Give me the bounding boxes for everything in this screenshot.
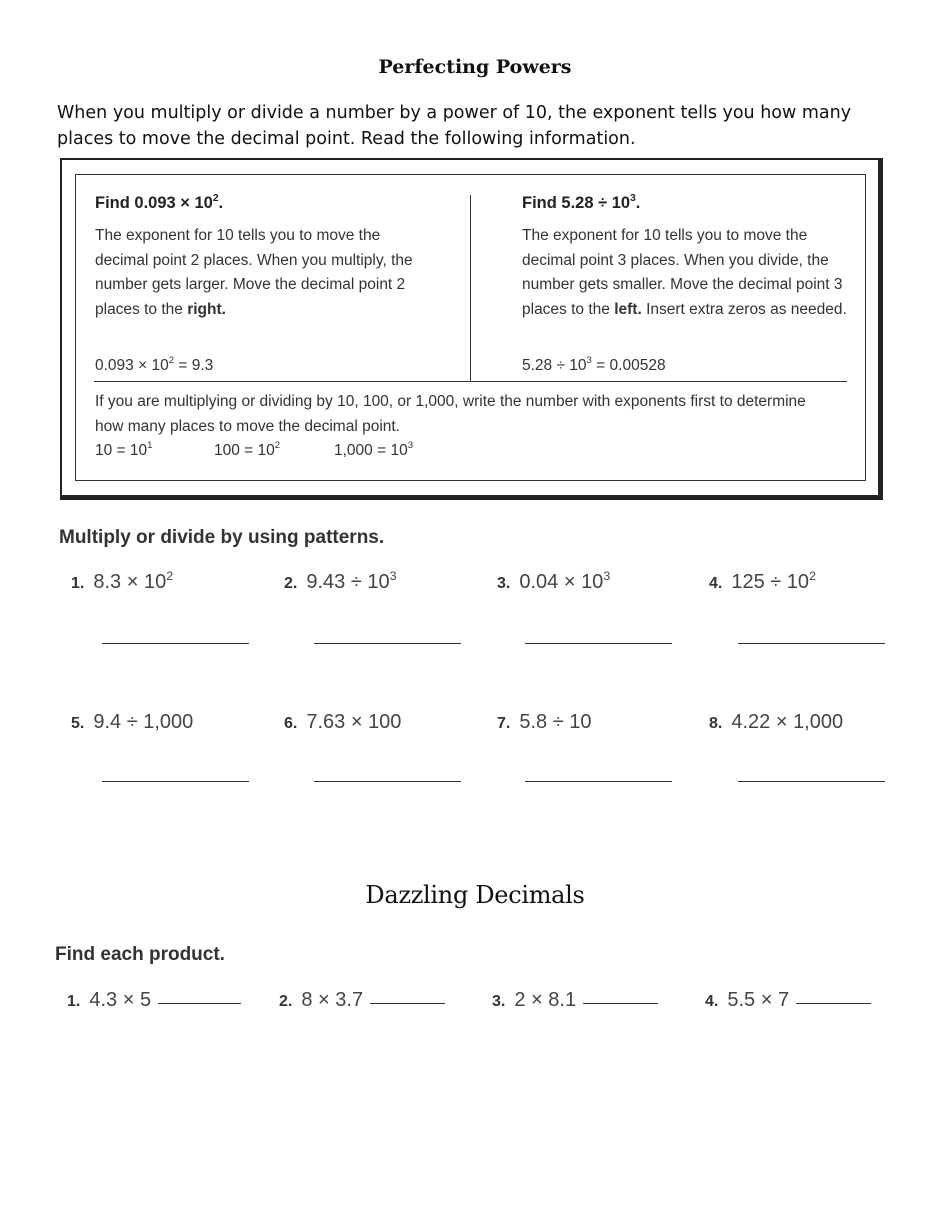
column-divider xyxy=(470,195,471,382)
answer-blank-5[interactable] xyxy=(102,781,249,782)
problem-6: 6. 7.63 × 100 xyxy=(284,711,402,733)
answer-blank-6[interactable] xyxy=(314,781,461,782)
section-heading-product: Find each product. xyxy=(55,944,225,965)
answer-blank-8[interactable] xyxy=(738,781,885,782)
product-problem-2: 2. 8 × 3.7 xyxy=(279,989,445,1012)
problem-2: 2. $9.43 \div 10^3$ xyxy=(284,568,397,593)
power-equivalent-1: $10 = 10^1$ xyxy=(95,440,153,459)
power-equivalent-2: $100 = 10^2$ xyxy=(214,440,281,459)
row-divider xyxy=(94,381,847,382)
section-title-decimals: Dazzling Decimals xyxy=(365,881,585,909)
right-example-equation: $5.28 \div 10^3 = 0.00528$ xyxy=(522,355,666,374)
left-example-equation: $0.093 \times 10^2 = 9.3$ xyxy=(95,355,214,374)
right-example-heading: Find $5.28 \div 10^3$. xyxy=(522,193,641,212)
product-problem-4: 4. 5.5 × 7 xyxy=(705,989,871,1012)
answer-blank-3[interactable] xyxy=(525,643,672,644)
problem-1: 1. $8.3 \times 10^2$ xyxy=(71,568,174,593)
product-problem-1: 1. 4.3 × 5 xyxy=(67,989,241,1012)
product-blank-4[interactable] xyxy=(796,1003,871,1004)
product-blank-3[interactable] xyxy=(583,1003,658,1004)
power-equivalent-3: $1,000 = 10^3$ xyxy=(334,440,414,459)
problem-7: 7. 5.8 ÷ 10 xyxy=(497,711,592,733)
answer-blank-4[interactable] xyxy=(738,643,885,644)
page-title: Perfecting Powers xyxy=(378,56,572,78)
problem-5: 5. 9.4 ÷ 1,000 xyxy=(71,711,194,733)
intro-text: When you multiply or divide a number by a power of 10, the exponent tells you how many places to move the decimal point. Read the following information. xyxy=(57,103,852,149)
left-example-heading: Find $0.093 \times 10^2$. xyxy=(95,193,224,212)
problem-4: 4. $125 \div 10^2$ xyxy=(709,568,816,593)
section-heading-patterns: Multiply or divide by using patterns. xyxy=(59,527,385,548)
info-note: If you are multiplying or dividing by 10, 100, or 1,000, write the number with exponents first to determine how many places to move the decimal point. xyxy=(95,393,806,435)
answer-blank-1[interactable] xyxy=(102,643,249,644)
product-problem-3: 3. 2 × 8.1 xyxy=(492,989,658,1012)
left-example-text: The exponent for 10 tells you to move the decimal point 2 places. When you multiply, the number gets larger. Move the decimal point 2 places to the right. xyxy=(95,227,413,319)
problem-8: 8. 4.22 × 1,000 xyxy=(709,711,844,733)
problem-3: 3. $0.04 \times 10^3$ xyxy=(497,568,611,593)
answer-blank-7[interactable] xyxy=(525,781,672,782)
product-blank-1[interactable] xyxy=(158,1003,241,1004)
right-example-text: The exponent for 10 tells you to move the decimal point 3 places. When you divide, the number gets smaller. Move the decimal point 3 places to the left. Insert extra zeros as needed. xyxy=(522,227,847,319)
product-blank-2[interactable] xyxy=(370,1003,445,1004)
answer-blank-2[interactable] xyxy=(314,643,461,644)
